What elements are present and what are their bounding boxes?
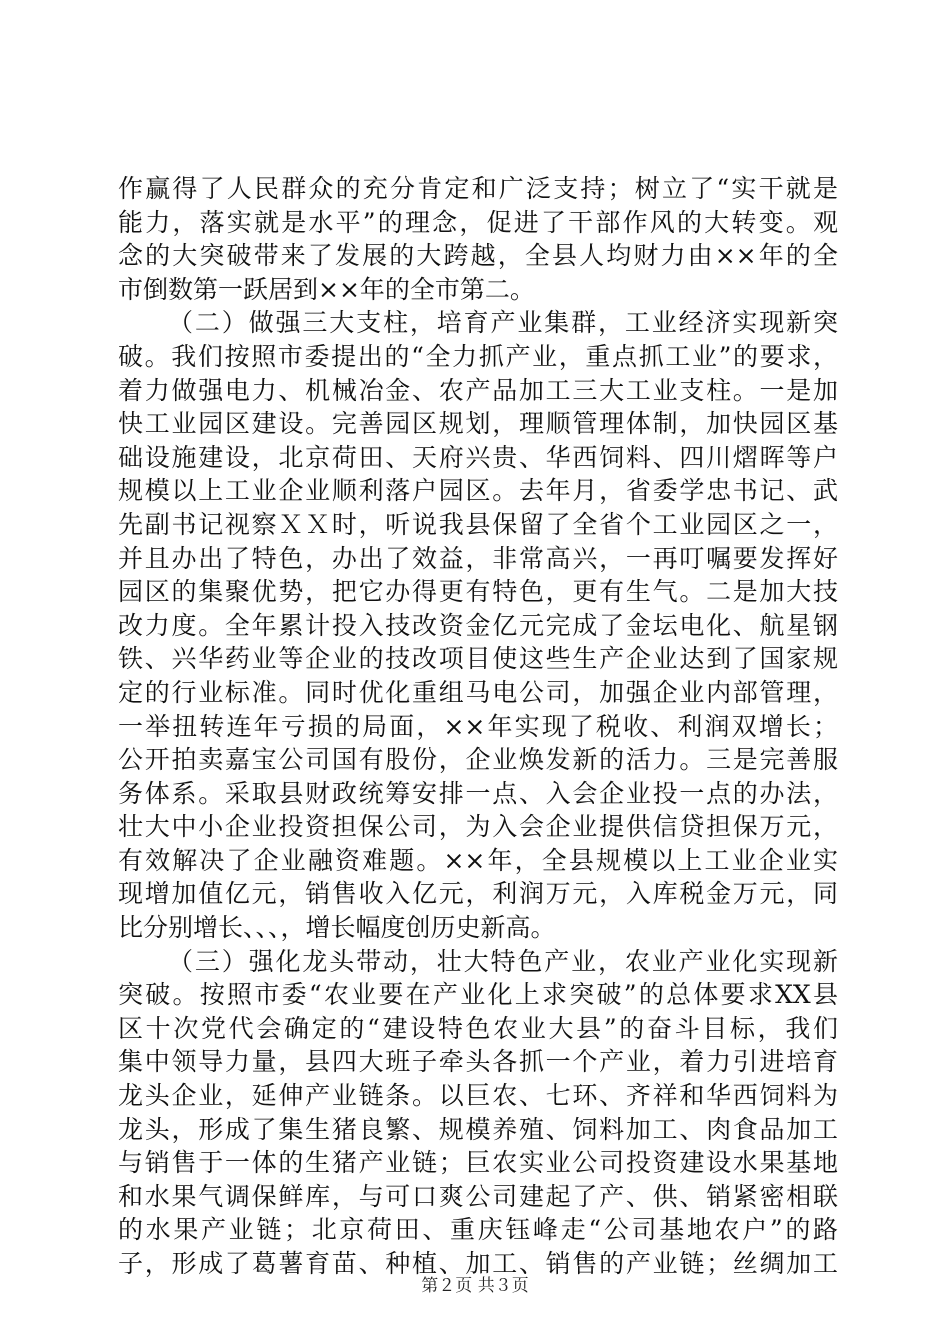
text-line: 破。我们按照市委提出的“全力抓产业，重点抓工业”的要求， [118, 341, 838, 371]
text-line: 与销售于一体的生猪产业链；巨农实业公司投资建设水果基地 [118, 1148, 838, 1178]
text-line: 快工业园区建设。完善园区规划，理顺管理体制，加快园区基 [118, 409, 838, 439]
text-line: 比分别增长、、、，增长幅度创历史新高。 [118, 913, 556, 943]
text-line: 区十次党代会确定的“建设特色农业大县”的奋斗目标，我们 [118, 1013, 838, 1043]
text-line: 先副书记视察ＸＸ时，听说我县保留了全省个工业园区之一， [118, 509, 838, 539]
paragraph-start-line: （三）强化龙头带动，壮大特色产业，农业产业化实现新 [168, 946, 838, 976]
text-line: 市倒数第一跃居到××年的全市第二。 [118, 274, 535, 304]
text-line: 并且办出了特色，办出了效益，非常高兴，一再叮嘱要发挥好 [118, 543, 838, 573]
text-line: 和水果气调保鲜库，与可口爽公司建起了产、供、销紧密相联 [118, 1181, 838, 1211]
text-line: 突破。按照市委“农业要在产业化上求突破”的总体要求XX县 [118, 980, 838, 1010]
body-text [118, 172, 838, 1281]
text-line: 作赢得了人民群众的充分肯定和广泛支持；树立了“实干就是 [118, 174, 838, 203]
text-line: 一举扭转连年亏损的局面，××年实现了税收、利润双增长； [118, 711, 838, 741]
text-line: 有效解决了企业融资难题。××年，全县规模以上工业企业实 [118, 845, 838, 875]
text-line: 铁、兴华药业等企业的技改项目使这些生产企业达到了国家规 [118, 644, 838, 674]
text-line: 着力做强电力、机械冶金、农产品加工三大工业支柱。一是加 [118, 375, 838, 405]
text-line: 园区的集聚优势，把它办得更有特色，更有生气。二是加大技 [118, 577, 838, 607]
text-line: 龙头企业，延伸产业链条。以巨农、七环、齐祥和华西饲料为 [118, 1081, 838, 1111]
text-line: 壮大中小企业投资担保公司，为入会企业提供信贷担保万元， [118, 812, 838, 842]
text-line: 念的大突破带来了发展的大跨越，全县人均财力由××年的全 [118, 241, 838, 271]
text-line: 改力度。全年累计投入技改资金亿元完成了金坛电化、航星钢 [118, 610, 838, 640]
text-line: 定的行业标准。同时优化重组马电公司，加强企业内部管理， [118, 677, 838, 707]
text-line: 的水果产业链；北京荷田、重庆钰峰走“公司基地农户”的路 [118, 1215, 838, 1245]
text-line: 现增加值亿元，销售收入亿元，利润万元，入库税金万元，同 [118, 879, 838, 909]
paragraph-start-line: （二）做强三大支柱，培育产业集群，工业经济实现新突 [168, 308, 838, 338]
text-line: 础设施建设，北京荷田、天府兴贵、华西饲料、四川熠晖等户 [118, 442, 838, 472]
text-line: 公开拍卖嘉宝公司国有股份，企业焕发新的活力。三是完善服 [118, 745, 838, 775]
text-line: 规模以上工业企业顺利落户园区。去年月，省委学忠书记、武 [118, 476, 838, 506]
text-line: 子，形成了葛薯育苗、种植、加工、销售的产业链；丝绸加工 [118, 1249, 838, 1278]
text-line: 能力，落实就是水平”的理念，促进了干部作风的大转变。观 [118, 207, 838, 237]
text-line: 务体系。采取县财政统筹安排一点、入会企业投一点的办法， [118, 778, 838, 808]
text-line: 集中领导力量，县四大班子牵头各抓一个产业，着力引进培育 [118, 1047, 838, 1077]
text-line: 龙头，形成了集生猪良繁、规模养殖、饲料加工、肉食品加工 [118, 1114, 838, 1144]
page-number-footer: 第２页 共３页 [421, 1276, 529, 1296]
